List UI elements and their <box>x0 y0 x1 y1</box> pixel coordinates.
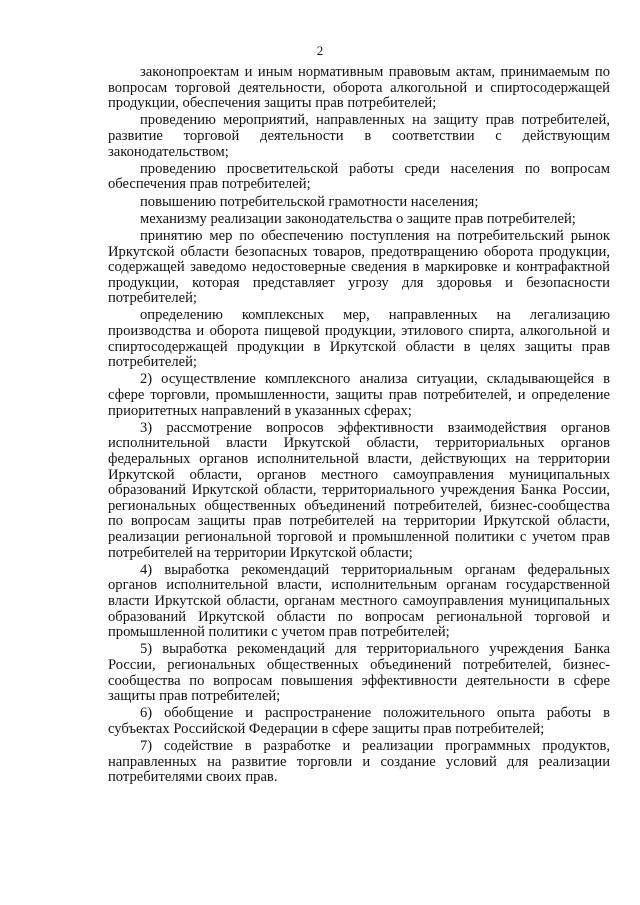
paragraph: принятию мер по обеспечению поступления на потребительский рынок Иркутской области безопасных товаров, предотвращению оборота продукции, содержащей заведомо недостоверные сведения в маркировке и контрафактной продукции, которая представляет угрозу для здоровья и безопасности потребителей; <box>108 227 610 307</box>
paragraph: 7) содействие в разработке и реализации программных продуктов, направленных на развитие торговли и создание условий для реализации потребителями своих прав. <box>108 738 610 786</box>
paragraph: 6) обобщение и распространение положительного опыта работы в субъектах Российской Федерации в сфере защиты прав потребителей; <box>108 705 610 737</box>
paragraph: проведению просветительской работы среди населения по вопросам обеспечения прав потребителей; <box>108 160 610 193</box>
paragraph: 3) рассмотрение вопросов эффективности взаимодействия органов исполнительной власти Иркутской области, территориальных органов федеральных органов исполнительной власти, действующих на территории Иркутской области, органов местного самоуправления муниципальных образований Иркутской области, территориального учреждения Банка России, региональных общественных объединений потребителей, бизнес-сообщества по вопросам защиты прав потребителей на территории Иркутской области, реализации региональной торговой и промышленной политики с учетом прав потребителей на территории Иркутской области; <box>108 419 610 561</box>
paragraph: 4) выработка рекомендаций территориальным органам федеральных органов исполнительной власти, исполнительным органам государственной власти Иркутской области, органам местного самоуправления муниципальных образований Иркутской области по вопросам региональной торговой и промышленной политики с учетом прав потребителей; <box>108 561 610 641</box>
paragraph: 5) выработка рекомендаций для территориального учреждения Банка России, региональных общественных объединений потребителей, бизнес-сообщества по вопросам повышения эффективности деятельности в сфере защиты прав потребителей; <box>108 641 610 705</box>
paragraph: проведению мероприятий, направленных на защиту прав потребителей, развитие торговой деятельности в соответствии с действующим законодательством; <box>108 112 610 160</box>
document-body <box>108 65 610 787</box>
paragraph: 2) осуществление комплексного анализа ситуации, складывающейся в сфере торговли, промышленности, защиты прав потребителей, и определение приоритетных направлений в указанных сферах; <box>108 371 610 419</box>
paragraph: законопроектам и иным нормативным правовым актам, принимаемым по вопросам торговой деятельности, оборота алкогольной и спиртосодержащей продукции, обеспечения защиты прав потребителей; <box>108 64 610 112</box>
paragraph: механизму реализации законодательства о защите прав потребителей; <box>140 210 576 227</box>
paragraph: повышению потребительской грамотности населения; <box>140 193 479 210</box>
page-number: 2 <box>316 43 324 58</box>
paragraph: определению комплексных мер, направленных на легализацию производства и оборота пищевой продукции, этилового спирта, алкогольной и спиртосодержащей продукции в Иркутской области в целях защиты прав потребителей; <box>108 307 610 371</box>
